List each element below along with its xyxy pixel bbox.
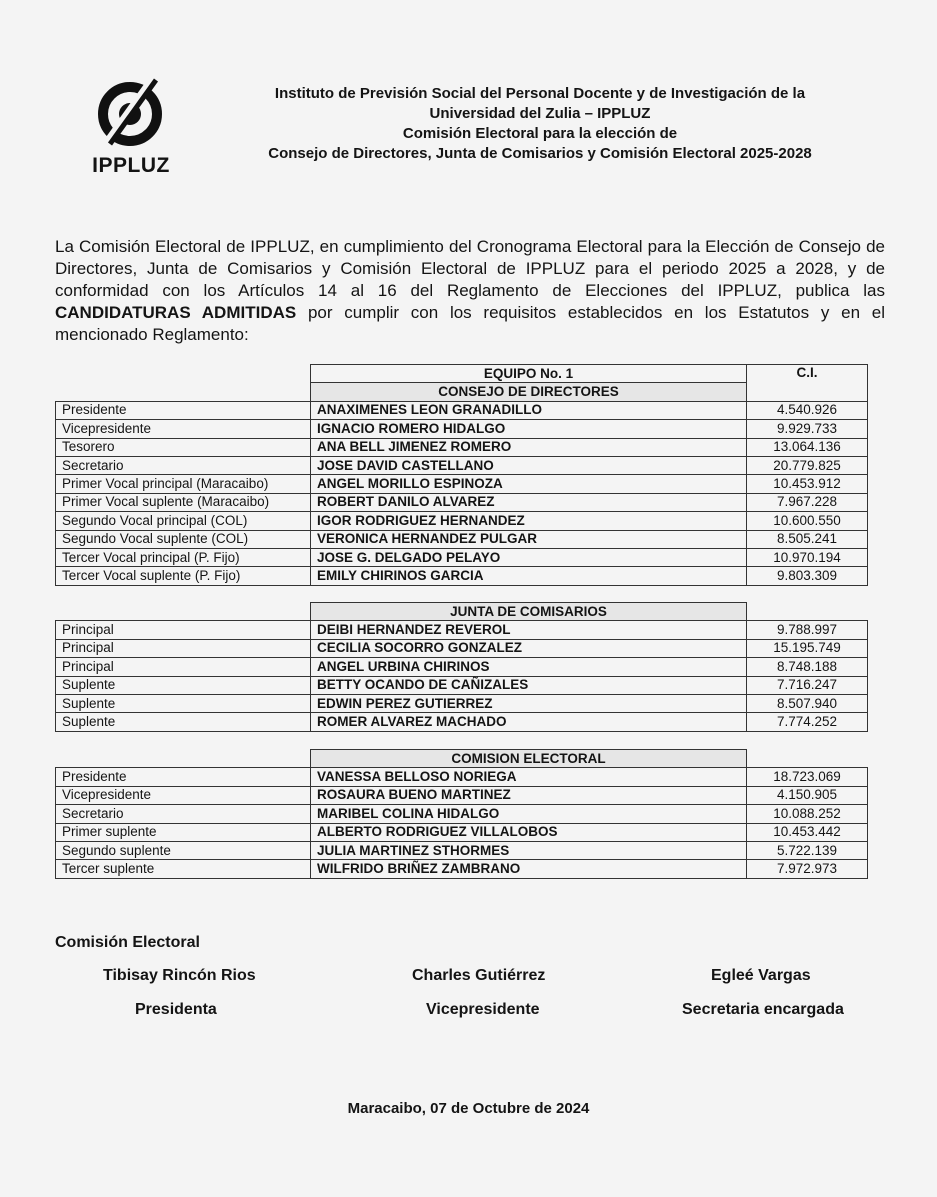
table-row [56, 658, 868, 676]
logo-emblem-icon [88, 72, 174, 152]
role-cell: Secretario [56, 456, 311, 474]
signatures-heading: Comisión Electoral [55, 934, 200, 951]
table-row [56, 512, 868, 530]
table-row [56, 860, 868, 878]
role-cell: Presidente [56, 768, 311, 786]
role-cell: Tercer suplente [56, 860, 311, 878]
ci-cell: 8.507.940 [747, 694, 868, 712]
table-row [56, 694, 868, 712]
name-cell: BETTY OCANDO DE CAÑIZALES [311, 676, 747, 694]
name-cell: EDWIN PEREZ GUTIERREZ [311, 694, 747, 712]
signer-name-2: Charles Gutiérrez [412, 967, 546, 984]
name-cell: JOSE DAVID CASTELLANO [311, 456, 747, 474]
role-cell: Tesorero [56, 438, 311, 456]
role-cell: Primer suplente [56, 823, 311, 841]
ippluz-logo [88, 72, 174, 182]
table-row [56, 530, 868, 548]
ci-cell: 10.453.442 [747, 823, 868, 841]
section-title-comision: COMISION ELECTORAL [311, 750, 747, 768]
ci-cell: 20.779.825 [747, 456, 868, 474]
table-row [56, 841, 868, 859]
table-row [56, 805, 868, 823]
table-row [56, 823, 868, 841]
name-cell: ANGEL MORILLO ESPINOZA [311, 475, 747, 493]
document-date: Maracaibo, 07 de Octubre de 2024 [347, 1100, 590, 1117]
table-row [56, 548, 868, 566]
role-cell: Primer Vocal principal (Maracaibo) [56, 475, 311, 493]
ci-cell: 10.600.550 [747, 512, 868, 530]
document-header [215, 84, 865, 164]
name-cell: IGNACIO ROMERO HIDALGO [311, 420, 747, 438]
header-line-2: Universidad del Zulia – IPPLUZ [429, 105, 651, 122]
comision-table [55, 749, 868, 879]
comision-rows [56, 768, 868, 878]
table-row [56, 713, 868, 731]
role-cell: Principal [56, 639, 311, 657]
ci-cell: 5.722.139 [747, 841, 868, 859]
name-cell: JOSE G. DELGADO PELAYO [311, 548, 747, 566]
name-cell: ANGEL URBINA CHIRINOS [311, 658, 747, 676]
ci-cell: 9.803.309 [747, 567, 868, 585]
table-row [56, 639, 868, 657]
name-cell: ROSAURA BUENO MARTINEZ [311, 786, 747, 804]
name-cell: MARIBEL COLINA HIDALGO [311, 805, 747, 823]
role-cell: Tercer Vocal principal (P. Fijo) [56, 548, 311, 566]
role-cell: Vicepresidente [56, 420, 311, 438]
role-cell: Tercer Vocal suplente (P. Fijo) [56, 567, 311, 585]
ci-cell: 8.505.241 [747, 530, 868, 548]
name-cell: EMILY CHIRINOS GARCIA [311, 567, 747, 585]
name-cell: WILFRIDO BRIÑEZ ZAMBRANO [311, 860, 747, 878]
role-cell: Segundo Vocal principal (COL) [56, 512, 311, 530]
intro-paragraph [55, 236, 885, 346]
role-cell: Suplente [56, 713, 311, 731]
table-row [56, 456, 868, 474]
ci-cell: 18.723.069 [747, 768, 868, 786]
role-cell: Principal [56, 658, 311, 676]
table-row [56, 621, 868, 639]
ci-cell: 10.088.252 [747, 805, 868, 823]
junta-table [55, 602, 868, 732]
ci-cell: 10.970.194 [747, 548, 868, 566]
name-cell: ANAXIMENES LEON GRANADILLO [311, 401, 747, 419]
header-line-1: Instituto de Previsión Social del Personal Docente y de Investigación de la [274, 85, 806, 102]
table-row [56, 676, 868, 694]
blank-cell [56, 603, 311, 621]
team-header: EQUIPO No. 1 [311, 365, 747, 383]
name-cell: ROMER ALVAREZ MACHADO [311, 713, 747, 731]
name-cell: ANA BELL JIMENEZ ROMERO [311, 438, 747, 456]
blank-cell [56, 365, 311, 383]
blank-cell [56, 383, 311, 401]
blank-cell [747, 603, 868, 621]
name-cell: ALBERTO RODRIGUEZ VILLALOBOS [311, 823, 747, 841]
table-row [56, 420, 868, 438]
ci-cell: 7.972.973 [747, 860, 868, 878]
signer-name-1: Tibisay Rincón Rios [103, 967, 256, 984]
blank-cell [56, 750, 311, 768]
ci-cell: 4.540.926 [747, 401, 868, 419]
name-cell: IGOR RODRIGUEZ HERNANDEZ [311, 512, 747, 530]
table-row [56, 438, 868, 456]
ci-header: C.I. [747, 365, 868, 402]
role-cell: Suplente [56, 694, 311, 712]
table-row [56, 786, 868, 804]
header-line-4: Consejo de Directores, Junta de Comisarios y Comisión Electoral 2025-2028 [268, 145, 812, 162]
table-row [56, 493, 868, 511]
table-row [56, 768, 868, 786]
role-cell: Presidente [56, 401, 311, 419]
table-row [56, 475, 868, 493]
role-cell: Segundo Vocal suplente (COL) [56, 530, 311, 548]
blank-cell [747, 750, 868, 768]
ci-cell: 7.716.247 [747, 676, 868, 694]
signer-title-2: Vicepresidente [426, 1001, 540, 1018]
table-row [56, 567, 868, 585]
intro-bold-text: CANDIDATURAS ADMITIDAS [55, 303, 297, 322]
ci-cell: 9.788.997 [747, 621, 868, 639]
header-line-3: Comisión Electoral para la elección de [402, 125, 678, 142]
signer-name-3: Egleé Vargas [711, 967, 811, 984]
ci-cell: 15.195.749 [747, 639, 868, 657]
consejo-rows [56, 401, 868, 585]
section-title-junta: JUNTA DE COMISARIOS [311, 603, 747, 621]
section-title-consejo: CONSEJO DE DIRECTORES [311, 383, 747, 401]
role-cell: Secretario [56, 805, 311, 823]
ci-cell: 4.150.905 [747, 786, 868, 804]
intro-text-before: La Comisión Electoral de IPPLUZ, en cumplimiento del Cronograma Electoral para la Elección de Consejo de Directores, Junta de Comisarios y Comisión Electoral de IPPLUZ para el periodo 2025 a 2028, y de conformidad con los Artículos 14 al 16 del Reglamento de Elecciones del IPPLUZ, publica las [55, 237, 885, 300]
name-cell: VERONICA HERNANDEZ PULGAR [311, 530, 747, 548]
consejo-table [55, 364, 868, 586]
logo-text: IPPLUZ [92, 154, 170, 177]
ci-cell: 13.064.136 [747, 438, 868, 456]
ci-cell: 10.453.912 [747, 475, 868, 493]
role-cell: Primer Vocal suplente (Maracaibo) [56, 493, 311, 511]
signer-title-1: Presidenta [135, 1001, 217, 1018]
intro-text-after: por cumplir con los requisitos establecidos en los Estatutos y en el mencionado Reglamento: [55, 303, 885, 344]
ci-cell: 8.748.188 [747, 658, 868, 676]
name-cell: ROBERT DANILO ALVAREZ [311, 493, 747, 511]
name-cell: JULIA MARTINEZ STHORMES [311, 841, 747, 859]
role-cell: Suplente [56, 676, 311, 694]
signer-title-3: Secretaria encargada [682, 1001, 844, 1018]
name-cell: CECILIA SOCORRO GONZALEZ [311, 639, 747, 657]
name-cell: DEIBI HERNANDEZ REVEROL [311, 621, 747, 639]
role-cell: Principal [56, 621, 311, 639]
junta-rows [56, 621, 868, 731]
role-cell: Vicepresidente [56, 786, 311, 804]
name-cell: VANESSA BELLOSO NORIEGA [311, 768, 747, 786]
ci-cell: 9.929.733 [747, 420, 868, 438]
table-row [56, 401, 868, 419]
role-cell: Segundo suplente [56, 841, 311, 859]
ci-cell: 7.774.252 [747, 713, 868, 731]
ci-cell: 7.967.228 [747, 493, 868, 511]
